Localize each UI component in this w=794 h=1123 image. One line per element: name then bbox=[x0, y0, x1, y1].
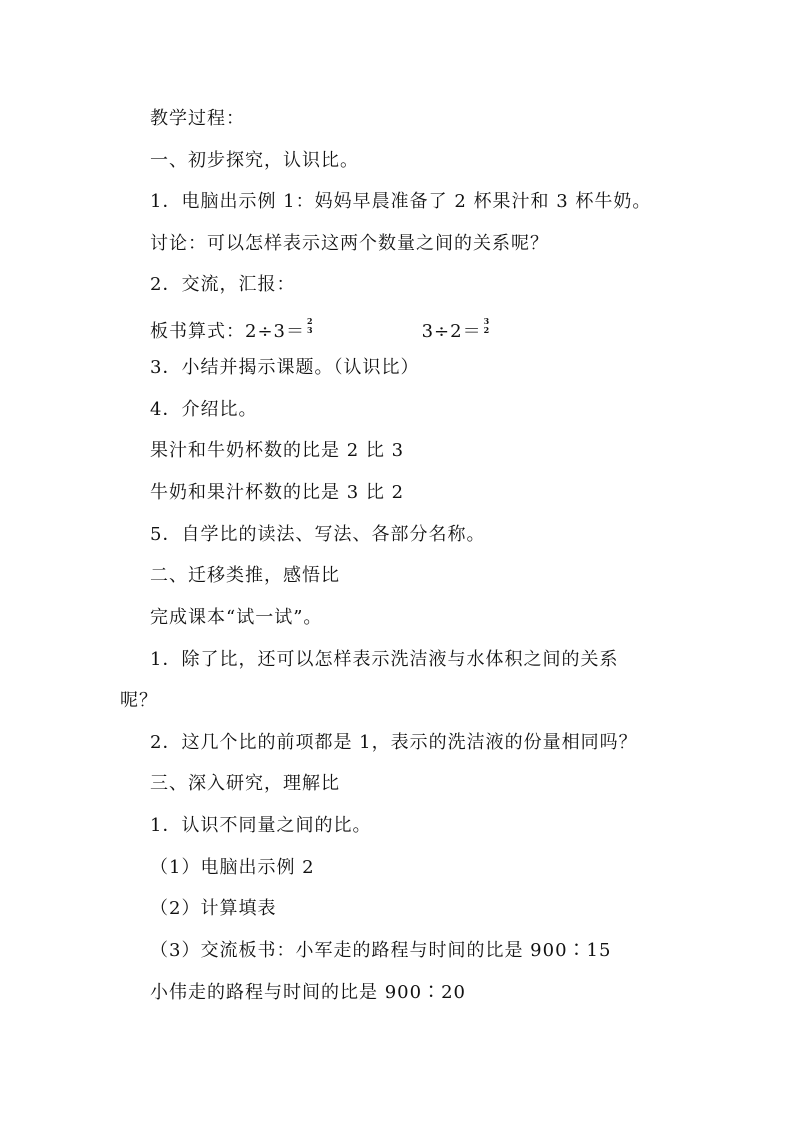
section-3-title: 三、深入研究，理解比 bbox=[150, 773, 340, 794]
section-1-title: 一、初步探究，认识比。 bbox=[150, 150, 359, 171]
lesson-heading: 教学过程： bbox=[150, 108, 245, 129]
section-3-sub-2: （2）计算填表 bbox=[150, 898, 277, 919]
fraction-2-denominator: 2 bbox=[483, 325, 491, 335]
ratio-line-2: 牛奶和果汁杯数的比是 3 比 2 bbox=[150, 482, 405, 503]
section-3-sub-3: （3）交流板书：小军走的路程与时间的比是 900∶15 bbox=[150, 940, 612, 961]
section-1-item-2: 2．交流，汇报： bbox=[150, 274, 296, 295]
fraction-1-numerator: 2 bbox=[307, 316, 314, 326]
section-1-item-4: 4．介绍比。 bbox=[150, 399, 258, 420]
formula-expression-2: 3÷2＝ bbox=[421, 321, 482, 342]
section-2-title: 二、迁移类推，感悟比 bbox=[150, 565, 340, 586]
section-1-discussion: 讨论：可以怎样表示这两个数量之间的关系呢？ bbox=[150, 233, 549, 254]
formula-label: 板书算式： bbox=[150, 321, 245, 342]
section-2-task: 完成课本“试一试”。 bbox=[150, 607, 323, 628]
section-3-item-1: 1．认识不同量之间的比。 bbox=[150, 815, 372, 836]
section-3-sub-3-continuation: 小伟走的路程与时间的比是 900∶20 bbox=[150, 982, 466, 1003]
ratio-line-1: 果汁和牛奶杯数的比是 2 比 3 bbox=[150, 440, 405, 461]
fraction-1 bbox=[307, 317, 314, 335]
fraction-2-numerator: 3 bbox=[483, 316, 491, 326]
formula-line bbox=[150, 317, 490, 344]
section-1-item-3: 3．小结并揭示课题。（认识比） bbox=[150, 357, 420, 378]
section-1-item-5: 5．自学比的读法、写法、各部分名称。 bbox=[150, 524, 486, 545]
section-1-item-1: 1．电脑出示例 1：妈妈早晨准备了 2 杯果汁和 3 杯牛奶。 bbox=[150, 191, 652, 212]
fraction-2 bbox=[484, 317, 491, 335]
section-3-sub-1: （1）电脑出示例 2 bbox=[150, 857, 315, 878]
section-2-item-1: 1．除了比，还可以怎样表示洗洁液与水体积之间的关系 bbox=[150, 649, 619, 670]
formula-expression-1: 2÷3＝ bbox=[245, 321, 305, 342]
fraction-1-denominator: 3 bbox=[307, 325, 314, 335]
section-2-item-1-continuation: 呢？ bbox=[120, 690, 158, 711]
section-2-item-2: 2．这几个比的前项都是 1，表示的洗洁液的份量相同吗？ bbox=[150, 732, 638, 753]
